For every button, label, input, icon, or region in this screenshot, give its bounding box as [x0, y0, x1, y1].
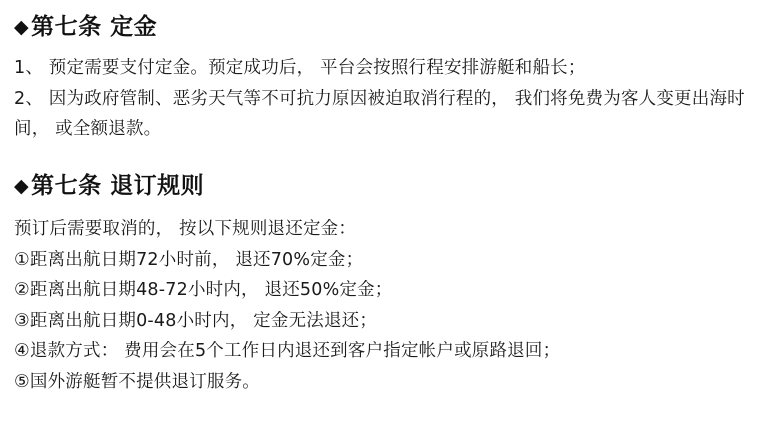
deposit-clause-2: 2、 因为政府管制、恶劣天气等不可抗力原因被迫取消行程的， 我们将免费为客人变更出海时间， 或全额退款。 — [14, 88, 745, 140]
cancellation-rule-4: ④退款方式： 费用会在5个工作日内退还到客户指定帐户或原路退回； — [14, 341, 561, 362]
section-cancellation — [14, 171, 754, 398]
section-cancellation-body — [14, 214, 754, 398]
cancellation-rule-3: ③距离出航日期0-48小时内， 定金无法退还； — [14, 310, 378, 331]
cancellation-intro: 预订后需要取消的， 按以下规则退还定金： — [14, 218, 357, 239]
section-deposit — [14, 12, 754, 145]
cancellation-rule-2: ②距离出航日期48-72小时内， 退还50%定金； — [14, 280, 393, 301]
cancellation-rule-1: ①距离出航日期72小时前， 退还70%定金； — [14, 249, 364, 270]
section-deposit-heading — [14, 12, 754, 43]
section-cancellation-heading — [14, 171, 754, 202]
cancellation-rule-5: ⑤国外游艇暂不提供退订服务。 — [14, 372, 260, 393]
diamond-bullet-icon: ◆ — [14, 174, 30, 197]
section-deposit-body — [14, 53, 754, 145]
diamond-bullet-icon: ◆ — [14, 16, 30, 38]
section-deposit-heading-text: 第七条 定金 — [31, 14, 158, 40]
section-cancellation-heading-text: 第七条 退订规则 — [31, 172, 205, 199]
deposit-clause-1: 1、 预定需要支付定金。预定成功后， 平台会按照行程安排游艇和船长； — [14, 58, 586, 79]
